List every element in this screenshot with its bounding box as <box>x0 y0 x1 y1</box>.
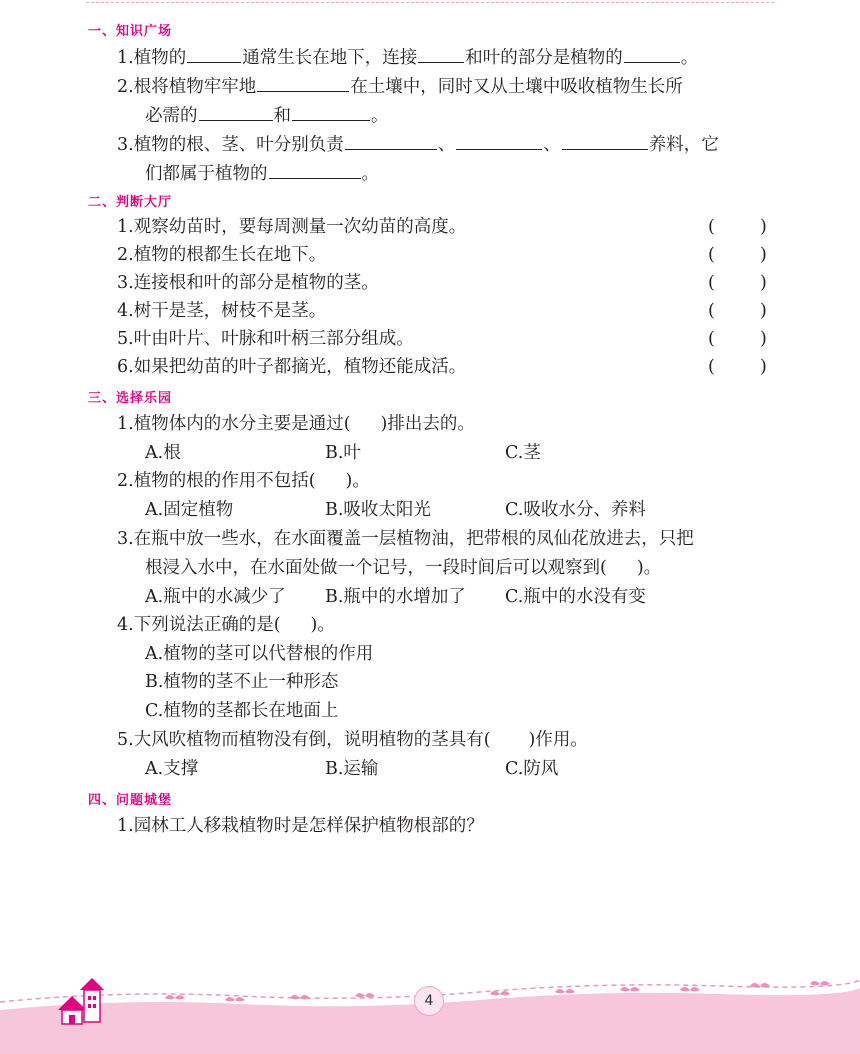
section-heading-knowledge: 一、知识广场 <box>88 24 173 39</box>
option-c[interactable]: C.瓶中的水没有变 <box>505 587 646 607</box>
text: 1.植物的 <box>117 48 187 68</box>
text: )。 <box>310 615 335 635</box>
answer-blank[interactable] <box>562 131 648 150</box>
text: 在土壤中，同时又从土壤中吸收植物生长所 <box>350 77 683 97</box>
s2-item: 5.叶由叶片、叶脉和叶柄三部分组成。 <box>117 329 414 349</box>
answer-blank[interactable] <box>418 44 464 63</box>
s1-question-3 <box>117 131 719 157</box>
s3-question-5 <box>117 728 588 752</box>
text: 3.植物的根、茎、叶分别负责 <box>117 135 344 155</box>
s2-item: 6.如果把幼苗的叶子都摘光，植物还能成活。 <box>117 357 467 377</box>
s2-item: 1.观察幼苗时，要每周测量一次幼苗的高度。 <box>117 217 467 237</box>
paren-close: ) <box>760 217 767 237</box>
answer-blank[interactable] <box>456 131 542 150</box>
s3-question-3: 3.在瓶中放一些水，在水面覆盖一层植物油，把带根的凤仙花放进去，只把 <box>117 529 694 549</box>
text: 5.大风吹植物而植物没有倒，说明植物的茎具有( <box>117 730 491 750</box>
answer-blank[interactable] <box>199 102 273 121</box>
s1-question-2-cont <box>145 102 389 128</box>
s4-question-1: 1.园林工人移栽植物时是怎样保护植物根部的？ <box>117 816 484 836</box>
text: 养料，它 <box>648 135 719 155</box>
text: 通常生长在地下，连接 <box>242 48 418 68</box>
s1-question-1 <box>117 44 698 70</box>
top-dashed-line <box>86 2 774 3</box>
paren-open: ( <box>708 273 715 293</box>
option-b[interactable]: B.吸收太阳光 <box>325 500 431 520</box>
text: 。 <box>371 106 389 126</box>
option-b[interactable]: B.植物的茎不止一种形态 <box>145 672 339 692</box>
option-a[interactable]: A.植物的茎可以代替根的作用 <box>145 644 374 664</box>
answer-blank[interactable] <box>345 131 437 150</box>
paren-open: ( <box>708 245 715 265</box>
answer-blank[interactable] <box>257 73 349 92</box>
answer-blank[interactable] <box>292 102 370 121</box>
paren-close: ) <box>760 357 767 377</box>
text: 。 <box>361 164 379 184</box>
paren-close: ) <box>760 273 767 293</box>
text: 1.植物体内的水分主要是通过( <box>117 414 351 434</box>
answer-blank[interactable] <box>269 160 361 179</box>
text: 2.植物的根的作用不包括( <box>117 471 316 491</box>
s3-question-2 <box>117 469 370 493</box>
text: 、 <box>437 135 456 155</box>
text: 和 <box>273 106 291 126</box>
s2-item: 3.连接根和叶的部分是植物的茎。 <box>117 273 379 293</box>
paren-close: ) <box>760 301 767 321</box>
option-c[interactable]: C.茎 <box>505 443 541 463</box>
s3-question-3-cont <box>145 556 661 580</box>
text: )作用。 <box>528 730 588 750</box>
paren-open: ( <box>708 329 715 349</box>
text: 。 <box>680 48 699 68</box>
paren-open: ( <box>708 357 715 377</box>
s1-question-2 <box>117 73 683 99</box>
option-c[interactable]: C.防风 <box>505 759 559 779</box>
s3-question-4 <box>117 613 335 637</box>
option-b[interactable]: B.叶 <box>325 443 361 463</box>
answer-blank[interactable] <box>624 44 680 63</box>
option-a[interactable]: A.支撑 <box>145 759 199 779</box>
text: 4.下列说法正确的是( <box>117 615 281 635</box>
s2-item: 4.树干是茎，树枝不是茎。 <box>117 301 327 321</box>
text: 、 <box>543 135 561 155</box>
option-a[interactable]: A.根 <box>145 443 181 463</box>
s1-question-3-cont <box>145 160 379 186</box>
text: 根浸入水中，在水面处做一个记号，一段时间后可以观察到( <box>145 558 607 578</box>
text: )。 <box>345 471 370 491</box>
option-c[interactable]: C.吸收水分、养料 <box>505 500 646 520</box>
section-heading-judgment: 二、判断大厅 <box>88 195 173 210</box>
paren-close: ) <box>760 245 767 265</box>
house-icon <box>58 978 104 1024</box>
text: )。 <box>636 558 662 578</box>
text: 必需的 <box>145 106 198 126</box>
text: 2.根将植物牢牢地 <box>117 77 257 97</box>
text: )排出去的。 <box>380 414 475 434</box>
option-a[interactable]: A.瓶中的水减少了 <box>145 587 286 607</box>
text: 们都属于植物的 <box>145 164 268 184</box>
option-b[interactable]: B.瓶中的水增加了 <box>325 587 466 607</box>
answer-blank[interactable] <box>187 44 241 63</box>
paren-close: ) <box>760 329 767 349</box>
s3-question-1 <box>117 412 475 436</box>
text: 和叶的部分是植物的 <box>465 48 623 68</box>
section-heading-problem: 四、问题城堡 <box>88 793 173 808</box>
paren-open: ( <box>708 301 715 321</box>
option-c[interactable]: C.植物的茎都长在地面上 <box>145 701 339 721</box>
section-heading-choice: 三、选择乐园 <box>88 391 173 406</box>
paren-open: ( <box>708 217 715 237</box>
page-number: 4 <box>414 986 444 1016</box>
option-b[interactable]: B.运输 <box>325 759 379 779</box>
option-a[interactable]: A.固定植物 <box>145 500 234 520</box>
s2-item: 2.植物的根都生长在地下。 <box>117 245 327 265</box>
